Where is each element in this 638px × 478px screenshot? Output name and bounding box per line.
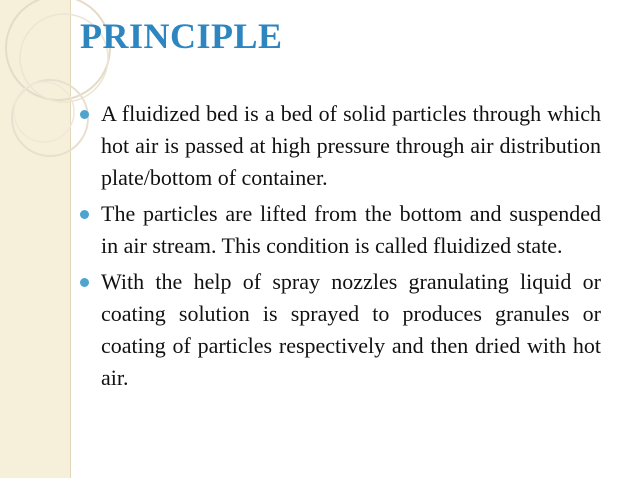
slide-title: PRINCIPLE — [80, 16, 283, 56]
bullet-text: With the help of spray nozzles granulating liquid or coating solution is sprayed to produces granules or coating of particles respectively and then dried with hot air. — [101, 269, 601, 390]
bullet-text: The particles are lifted from the bottom and suspended in air stream. This condition is called fluidized state. — [101, 201, 601, 258]
bullet-dot-icon — [80, 210, 89, 219]
bullet-text: A fluidized bed is a bed of solid particles through which hot air is passed at high pressure through air distribution plate/bottom of container. — [101, 101, 601, 190]
bullet-dot-icon — [80, 278, 89, 287]
bullet-item — [80, 198, 601, 262]
bullet-item — [80, 266, 601, 394]
bullet-list — [80, 98, 601, 398]
bullet-item — [80, 98, 601, 194]
bullet-dot-icon — [80, 110, 89, 119]
